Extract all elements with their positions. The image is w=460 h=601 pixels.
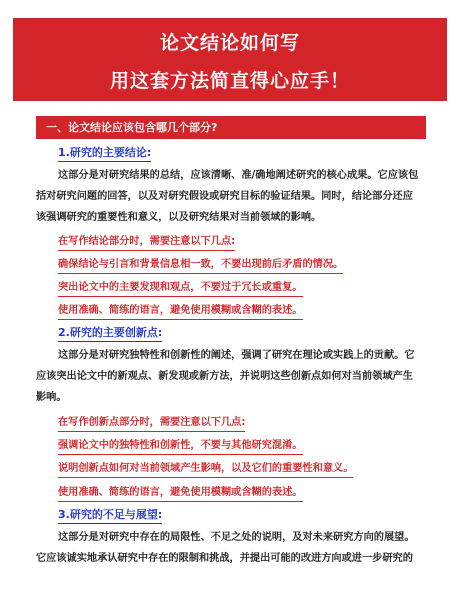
part2-note: 强调论文中的独特性和创新性，不要与其他研究混淆。	[58, 439, 303, 455]
part2-body-line: 应该突出论文中的新观点、新发现或新方法，并说明这些创新点如何对当前领域产生	[36, 371, 413, 382]
part1-note: 确保结论与引言和背景信息相一致，不要出现前后矛盾的情况。	[58, 258, 343, 274]
part1-note-intro: 在写作结论部分时，需要注意以下几点:	[58, 235, 235, 251]
part1-heading: 1.研究的主要结论:	[58, 146, 151, 162]
part2-heading: 2.研究的主要创新点:	[58, 326, 162, 342]
part1-note: 使用准确、简练的语言，避免使用模糊或含糊的表述。	[58, 304, 303, 320]
part2-note: 使用准确、简练的语言，避免使用模糊或含糊的表述。	[58, 486, 303, 502]
part1-body-line: 括对研究问题的回答，以及对研究假设或研究目标的验证结果。同时，结论部分还应	[36, 191, 413, 202]
section-heading: 一、论文结论应该包含哪几个部分?	[36, 116, 426, 139]
part2-note: 说明创新点如何对当前领域产生影响，以及它们的重要性和意义。	[58, 462, 353, 478]
part3-body	[36, 527, 428, 569]
part3-body-line: 这部分是对研究中存在的局限性、不足之处的说明，及对未来研究方向的展望。	[58, 532, 415, 543]
part1-body	[36, 165, 428, 228]
title-banner	[13, 18, 447, 101]
part2-body-line: 这部分是对研究独特性和创新性的阐述，强调了研究在理论或实践上的贡献。它	[58, 350, 415, 361]
part2-body	[36, 345, 428, 408]
part2-body-line: 影响。	[36, 392, 67, 403]
part1-body-line: 该强调研究的重要性和意义，以及研究结果对当前领域的影响。	[36, 212, 322, 223]
part2-note-intro: 在写作创新点部分时，需要注意以下几点:	[58, 416, 245, 432]
title-line-2: 用这套方法简直得心应手！	[109, 70, 350, 92]
part1-body-line: 这部分是对研究结果的总结，应该清晰、准/确地阐述研究的核心成果。它应该包	[58, 170, 419, 181]
part1-note: 突出论文中的主要发现和观点，不要过于冗长或重复。	[58, 281, 303, 297]
title-line-1: 论文结论如何写	[159, 32, 300, 54]
part3-body-line: 它应该诚实地承认研究中存在的限制和挑战，并提出可能的改进方向或进一步研究的	[36, 553, 413, 564]
part3-heading: 3.研究的不足与展望:	[58, 508, 162, 524]
